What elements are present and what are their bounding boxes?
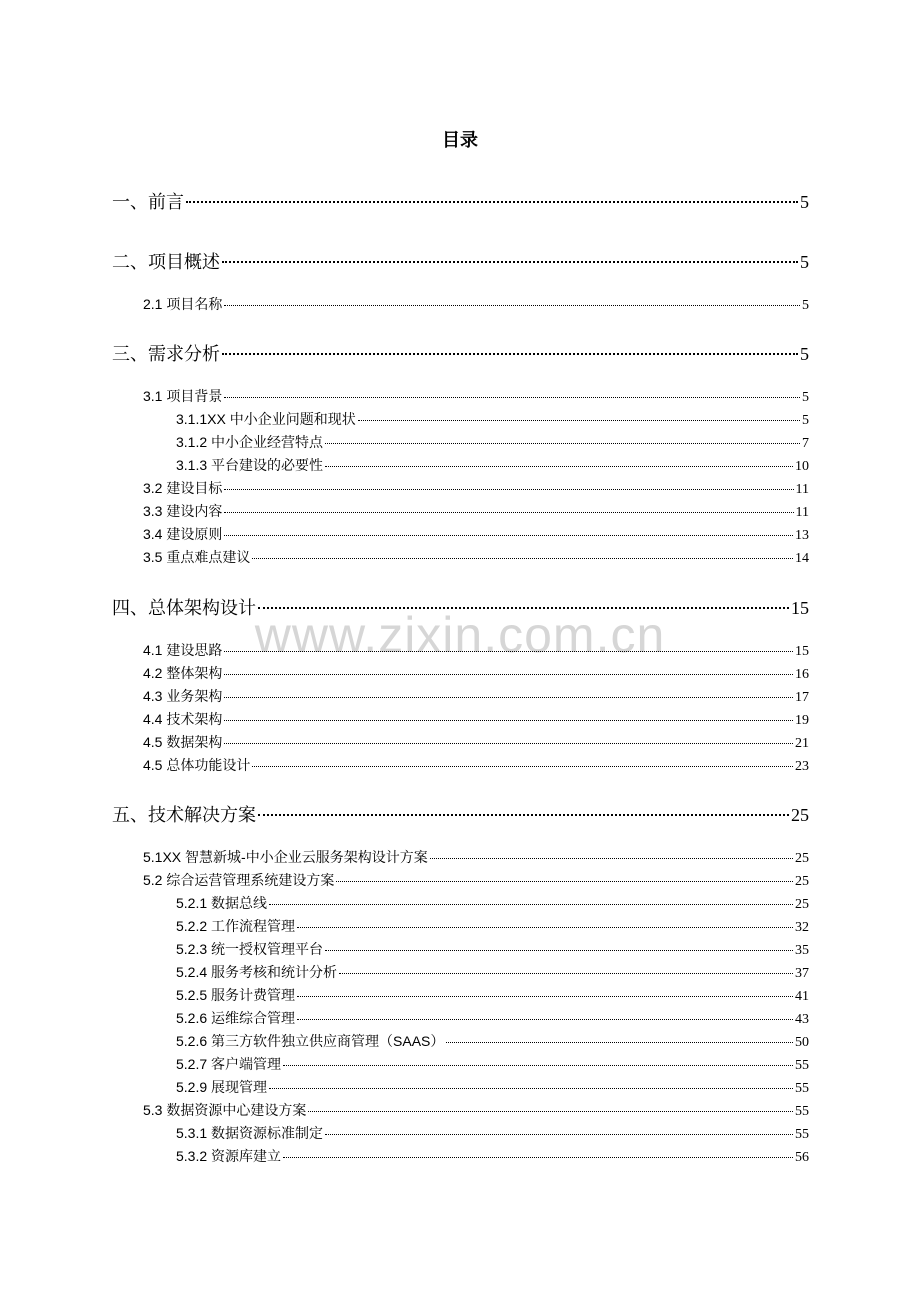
toc-entry-level3[interactable] bbox=[176, 1031, 809, 1051]
toc-page-number: 35 bbox=[795, 943, 809, 958]
toc-entry-level1[interactable] bbox=[112, 801, 809, 827]
dot-leader bbox=[283, 1065, 793, 1066]
toc-entry-label: 4.1 建设思路 bbox=[143, 642, 223, 658]
toc-entry-level2[interactable] bbox=[143, 501, 809, 521]
toc-entry-level3[interactable] bbox=[176, 962, 809, 982]
dot-leader bbox=[224, 720, 793, 721]
dot-leader bbox=[297, 996, 793, 997]
dot-leader bbox=[224, 697, 793, 698]
toc-page-number: 11 bbox=[795, 505, 809, 520]
toc-entry-label: 4.5 总体功能设计 bbox=[143, 757, 251, 773]
dot-leader bbox=[224, 535, 793, 536]
toc-page-number: 17 bbox=[795, 690, 809, 705]
dot-leader bbox=[252, 766, 793, 767]
toc-entry-level3[interactable] bbox=[176, 455, 809, 475]
dot-leader bbox=[258, 814, 789, 816]
toc-entry-level1[interactable] bbox=[112, 248, 809, 274]
toc-page-number: 11 bbox=[795, 482, 809, 497]
toc-entry-label: 3.1.1XX 中小企业问题和现状 bbox=[176, 411, 356, 427]
toc-entry-label: 5.2.6 第三方软件独立供应商管理（SAAS） bbox=[176, 1033, 445, 1049]
toc-entry-level2[interactable] bbox=[143, 847, 809, 867]
dot-leader bbox=[224, 489, 793, 490]
toc-entry-level1[interactable] bbox=[112, 340, 809, 366]
toc-entry-label: 4.4 技术架构 bbox=[143, 711, 223, 727]
toc-entry-label: 二、项目概述 bbox=[112, 252, 220, 273]
toc-page-number: 10 bbox=[795, 459, 809, 474]
toc-page-number: 19 bbox=[795, 713, 809, 728]
toc-entry-label: 5.3.2 资源库建立 bbox=[176, 1148, 282, 1164]
toc-entry-label: 2.1 项目名称 bbox=[143, 296, 223, 312]
toc-entry-label: 3.1.2 中小企业经营特点 bbox=[176, 434, 324, 450]
toc-page-number: 56 bbox=[795, 1150, 809, 1165]
dot-leader bbox=[224, 674, 793, 675]
dot-leader bbox=[430, 858, 793, 859]
toc-page-number: 25 bbox=[795, 874, 809, 889]
toc-page-number: 25 bbox=[795, 897, 809, 912]
toc-entry-level2[interactable] bbox=[143, 663, 809, 683]
toc-entry-level1[interactable] bbox=[112, 594, 809, 620]
toc-page-number: 25 bbox=[795, 851, 809, 866]
toc-entry-label: 5.2.3 统一授权管理平台 bbox=[176, 941, 324, 957]
toc-page-number: 43 bbox=[795, 1012, 809, 1027]
toc-entry-level3[interactable] bbox=[176, 893, 809, 913]
dot-leader bbox=[222, 353, 798, 355]
toc-page-number: 37 bbox=[795, 966, 809, 981]
toc-page-number: 14 bbox=[795, 551, 809, 566]
toc-entry-level2[interactable] bbox=[143, 524, 809, 544]
dot-leader bbox=[339, 973, 793, 974]
toc-entry-level2[interactable] bbox=[143, 870, 809, 890]
toc-entry-label: 5.2.6 运维综合管理 bbox=[176, 1010, 296, 1026]
toc-page-number: 5 bbox=[800, 252, 809, 272]
toc-entry-label: 3.2 建设目标 bbox=[143, 480, 223, 496]
dot-leader bbox=[224, 512, 793, 513]
toc-entry-level2[interactable] bbox=[143, 547, 809, 567]
toc-entry-label: 5.1XX 智慧新城-中小企业云服务架构设计方案 bbox=[143, 849, 428, 865]
toc-entry-level3[interactable] bbox=[176, 985, 809, 1005]
dot-leader bbox=[186, 201, 798, 203]
dot-leader bbox=[252, 558, 793, 559]
toc-entry-level3[interactable] bbox=[176, 916, 809, 936]
toc-entry-level2[interactable] bbox=[143, 294, 809, 314]
toc-page-number: 21 bbox=[795, 736, 809, 751]
toc-page-number: 16 bbox=[795, 667, 809, 682]
toc-entry-level3[interactable] bbox=[176, 1008, 809, 1028]
toc-entry-label: 三、需求分析 bbox=[112, 344, 220, 365]
toc-entry-label: 5.3.1 数据资源标准制定 bbox=[176, 1125, 324, 1141]
dot-leader bbox=[358, 420, 800, 421]
toc-entry-level2[interactable] bbox=[143, 686, 809, 706]
toc-entry-label: 5.2.9 展现管理 bbox=[176, 1079, 268, 1095]
dot-leader bbox=[446, 1042, 793, 1043]
toc-page-number: 5 bbox=[802, 390, 809, 405]
dot-leader bbox=[269, 1088, 793, 1089]
toc-entry-level2[interactable] bbox=[143, 640, 809, 660]
page-title: 目录 bbox=[442, 130, 478, 151]
toc-page-number: 55 bbox=[795, 1104, 809, 1119]
toc-entry-level3[interactable] bbox=[176, 1146, 809, 1166]
toc-page-number: 41 bbox=[795, 989, 809, 1004]
dot-leader bbox=[224, 397, 800, 398]
dot-leader bbox=[308, 1111, 793, 1112]
toc-page-number: 55 bbox=[795, 1058, 809, 1073]
dot-leader bbox=[222, 261, 798, 263]
toc-entry-level3[interactable] bbox=[176, 1054, 809, 1074]
toc-page-number: 25 bbox=[791, 805, 809, 825]
toc-entry-level2[interactable] bbox=[143, 732, 809, 752]
toc-entry-label: 4.5 数据架构 bbox=[143, 734, 223, 750]
toc-entry-level2[interactable] bbox=[143, 1100, 809, 1120]
dot-leader bbox=[224, 305, 800, 306]
toc-entry-level3[interactable] bbox=[176, 432, 809, 452]
toc-entry-label: 5.2.5 服务计费管理 bbox=[176, 987, 296, 1003]
toc-entry-label: 3.4 建设原则 bbox=[143, 526, 223, 542]
dot-leader bbox=[224, 651, 793, 652]
toc-page-number: 5 bbox=[800, 344, 809, 364]
dot-leader bbox=[325, 466, 793, 467]
toc-entry-label: 5.2.2 工作流程管理 bbox=[176, 918, 296, 934]
toc-entry-label: 5.2.4 服务考核和统计分析 bbox=[176, 964, 338, 980]
toc-entry-label: 4.2 整体架构 bbox=[143, 665, 223, 681]
toc-entry-label: 5.2 综合运营管理系统建设方案 bbox=[143, 872, 335, 888]
dot-leader bbox=[297, 927, 793, 928]
toc-page-number: 15 bbox=[791, 598, 809, 618]
toc-page-number: 50 bbox=[795, 1035, 809, 1050]
toc-entry-level2[interactable] bbox=[143, 478, 809, 498]
dot-leader bbox=[224, 743, 793, 744]
toc-page-number: 55 bbox=[795, 1081, 809, 1096]
toc-entry-level1[interactable] bbox=[112, 188, 809, 214]
dot-leader bbox=[258, 607, 789, 609]
dot-leader bbox=[325, 950, 793, 951]
toc-entry-level3[interactable] bbox=[176, 1077, 809, 1097]
toc-entry-level3[interactable] bbox=[176, 939, 809, 959]
toc-entry-label: 5.2.7 客户端管理 bbox=[176, 1056, 282, 1072]
dot-leader bbox=[269, 904, 793, 905]
dot-leader bbox=[325, 1134, 793, 1135]
toc-entry-label: 5.2.1 数据总线 bbox=[176, 895, 268, 911]
toc-entry-label: 3.1 项目背景 bbox=[143, 388, 223, 404]
toc-entry-label: 4.3 业务架构 bbox=[143, 688, 223, 704]
toc-entry-level2[interactable] bbox=[143, 755, 809, 775]
dot-leader bbox=[325, 443, 800, 444]
toc-page-number: 5 bbox=[802, 298, 809, 313]
toc-entry-label: 一、前言 bbox=[112, 192, 184, 213]
toc-entry-label: 5.3 数据资源中心建设方案 bbox=[143, 1102, 307, 1118]
toc-entry-level2[interactable] bbox=[143, 386, 809, 406]
dot-leader bbox=[336, 881, 793, 882]
toc-entry-level3[interactable] bbox=[176, 409, 809, 429]
toc-page-number: 5 bbox=[802, 413, 809, 428]
toc-entry-label: 五、技术解决方案 bbox=[112, 805, 256, 826]
toc-entry-level3[interactable] bbox=[176, 1123, 809, 1143]
toc-entry-label: 3.5 重点难点建议 bbox=[143, 549, 251, 565]
toc-entry-label: 3.3 建设内容 bbox=[143, 503, 223, 519]
dot-leader bbox=[297, 1019, 793, 1020]
toc-page-number: 55 bbox=[795, 1127, 809, 1142]
toc-page-number: 13 bbox=[795, 528, 809, 543]
toc-page-number: 5 bbox=[800, 192, 809, 212]
toc-page-number: 15 bbox=[795, 644, 809, 659]
watermark: www.zixin.com.cn bbox=[254, 607, 666, 663]
toc-page-number: 7 bbox=[802, 436, 809, 451]
dot-leader bbox=[283, 1157, 793, 1158]
toc-page-number: 23 bbox=[795, 759, 809, 774]
toc-entry-level2[interactable] bbox=[143, 709, 809, 729]
toc-entry-label: 3.1.3 平台建设的必要性 bbox=[176, 457, 324, 473]
toc-entry-label: 四、总体架构设计 bbox=[112, 598, 256, 619]
toc-page-number: 32 bbox=[795, 920, 809, 935]
